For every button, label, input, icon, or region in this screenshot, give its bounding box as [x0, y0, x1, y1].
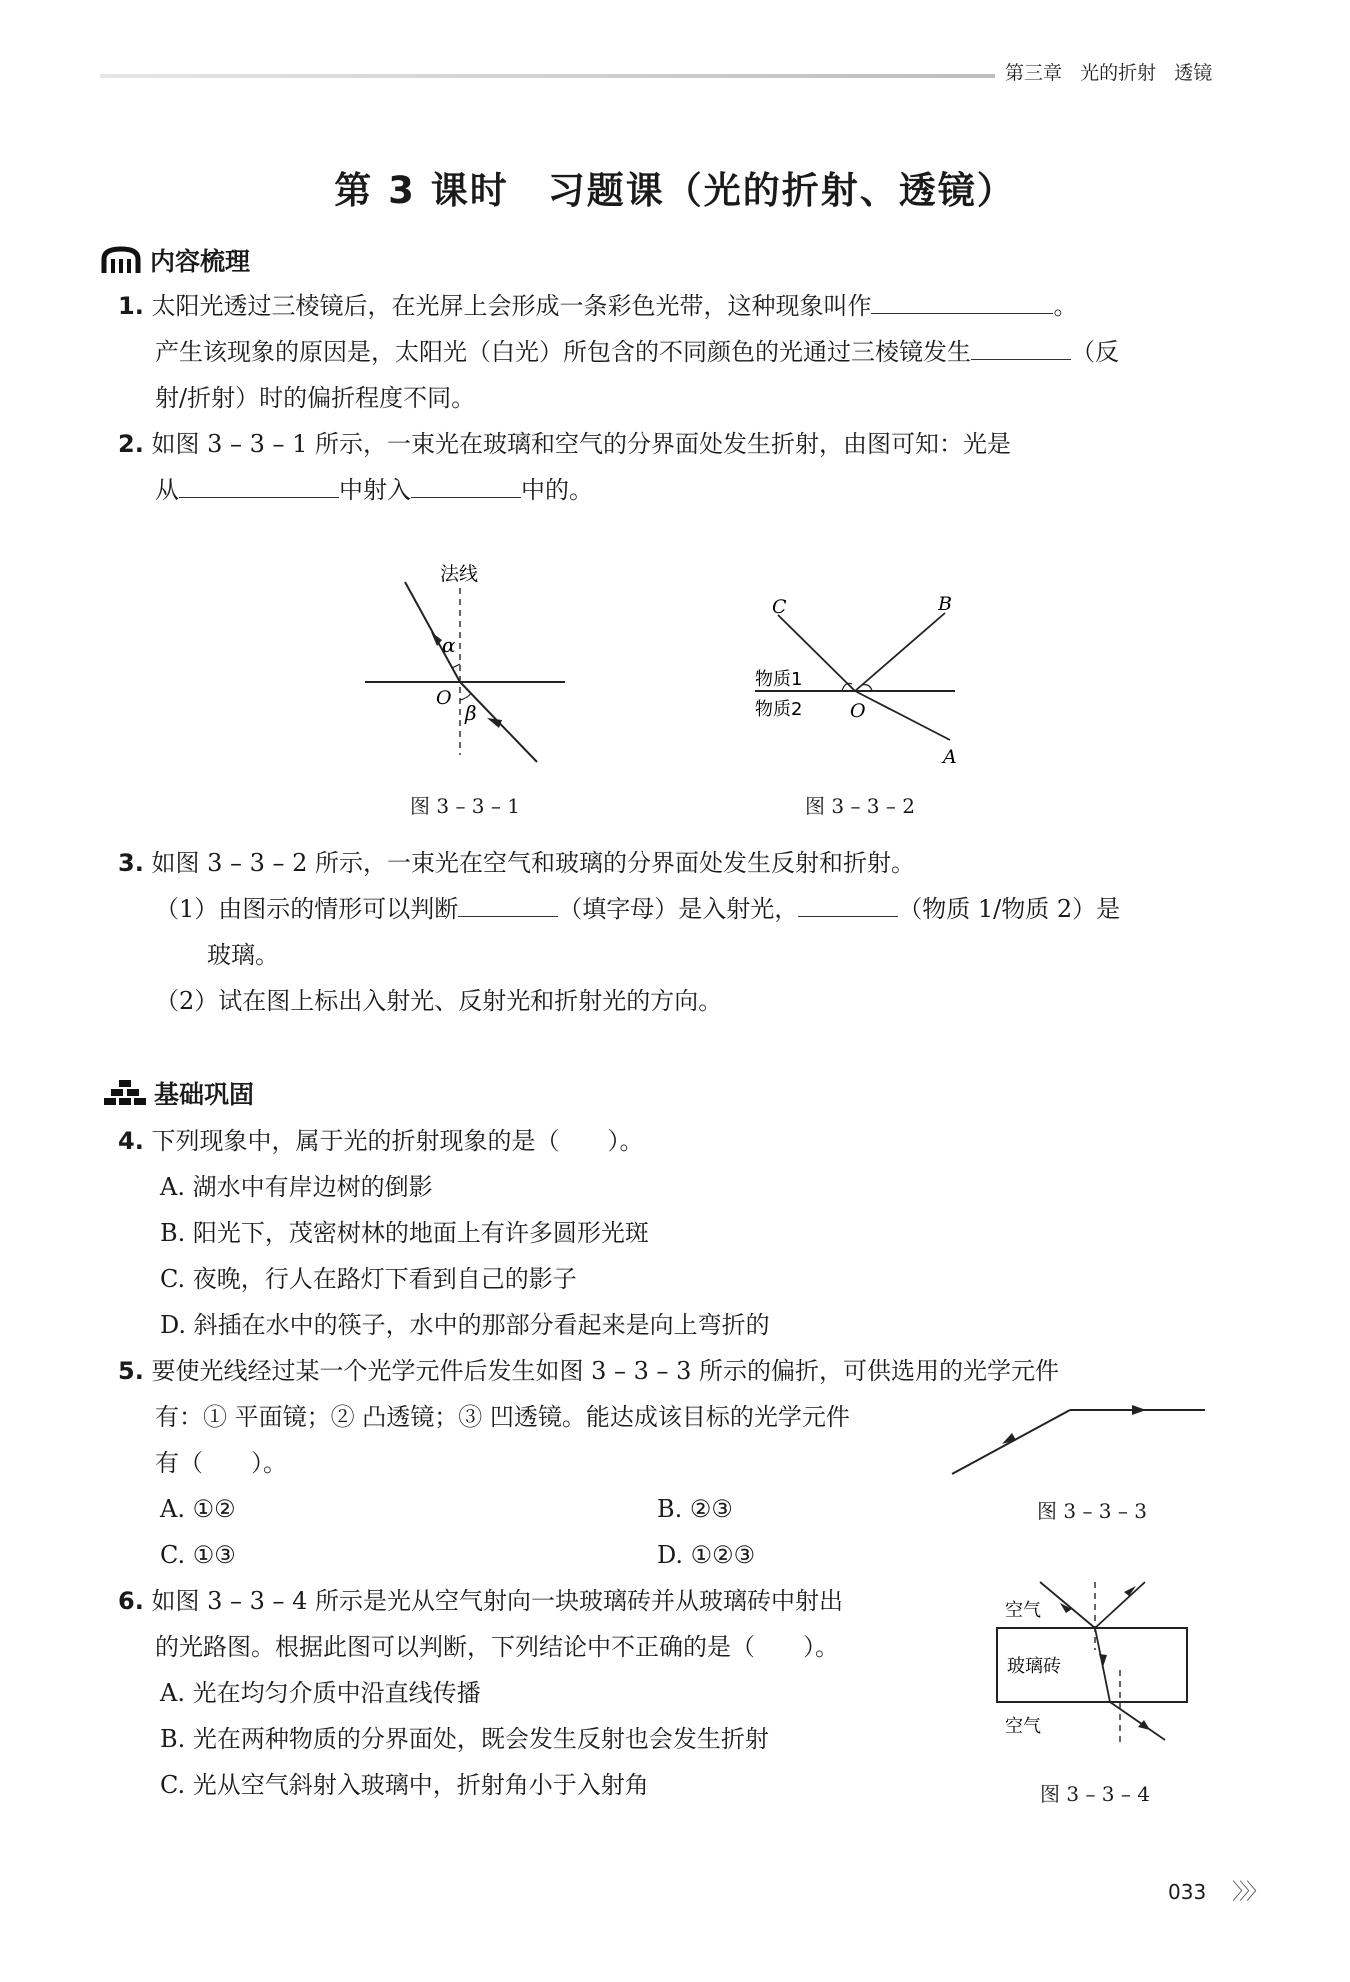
section-basic-label: 基础巩固	[154, 1080, 255, 1109]
q1-text1: 太阳光透过三棱镜后，在光屏上会形成一条彩色光带，这种现象叫作	[151, 292, 872, 320]
q6-number: 6.	[118, 1587, 144, 1615]
q1-end2: （反	[1071, 338, 1119, 366]
header-topic: 光的折射	[1080, 62, 1157, 84]
label-a: A	[943, 746, 957, 768]
q3-sub1c: （物质 1/物质 2）是	[898, 895, 1121, 923]
q5-number: 5.	[118, 1357, 144, 1385]
incident-ray	[405, 582, 460, 682]
q2-number: 2.	[118, 430, 144, 458]
exit-ray	[1110, 1702, 1165, 1740]
ray-arrow-2	[1132, 1405, 1146, 1415]
arch-icon	[100, 245, 142, 275]
point-o-label: O	[436, 687, 452, 709]
q3-sub1a: （1）由图示的情形可以判断	[155, 895, 459, 923]
q5-text1: 要使光线经过某一个光学元件后发生如图 3 – 3 – 3 所示的偏折，可供选用的光学元件	[151, 1357, 1060, 1385]
header-subtopic: 透镜	[1174, 62, 1213, 84]
q5-option-d[interactable]: D. ①②③	[657, 1541, 756, 1569]
ray-a	[855, 691, 950, 740]
header-chapter: 第三章	[1005, 62, 1063, 84]
header-rule	[100, 74, 995, 78]
q3-sub1	[155, 886, 1120, 932]
q4-option-d[interactable]: D. 斜插在水中的筷子，水中的那部分看起来是向上弯折的	[160, 1311, 770, 1339]
q5-option-c[interactable]: C. ①③	[160, 1541, 236, 1569]
q6-text1: 如图 3 – 3 – 4 所示是光从空气射向一块玻璃砖并从玻璃砖中射出	[151, 1587, 844, 1615]
fig331-caption: 图 3 – 3 – 1	[410, 794, 520, 818]
q1-blank2[interactable]	[971, 331, 1071, 360]
fig333-caption: 图 3 – 3 – 3	[1037, 1499, 1147, 1523]
beta-label: β	[465, 701, 477, 725]
q4-stem	[118, 1118, 643, 1164]
q5-line2: 有：① 平面镜；② 凸透镜；③ 凹透镜。能达成该目标的光学元件	[155, 1403, 850, 1431]
figure-3-3-1	[360, 560, 580, 775]
q2-line1	[118, 421, 1011, 467]
reflected-ray	[1095, 1582, 1145, 1628]
page-arrows: 〉〉〉	[1232, 1880, 1265, 1905]
q6-line2: 的光路图。根据此图可以判断，下列结论中不正确的是（ ）。	[155, 1633, 839, 1661]
q6-line1	[118, 1578, 843, 1624]
incident-arrow	[431, 632, 442, 646]
q4-text: 下列现象中，属于光的折射现象的是（ ）。	[151, 1127, 644, 1155]
q3-sub1b: （填字母）是入射光，	[558, 895, 799, 923]
q5-option-a[interactable]: A. ①②	[160, 1495, 236, 1523]
running-header	[1005, 58, 1212, 85]
q1-blank1[interactable]	[871, 285, 1053, 314]
figure-3-3-3	[950, 1400, 1210, 1480]
q1-line1	[118, 283, 1077, 329]
label-b: B	[938, 595, 952, 615]
page-number: 033	[1168, 1880, 1207, 1904]
q3-number: 3.	[118, 849, 144, 877]
q4-option-b[interactable]: B. 阳光下，茂密树林的地面上有许多圆形光斑	[160, 1219, 649, 1247]
q5-line1	[118, 1348, 1059, 1394]
point-o-label: O	[850, 700, 866, 722]
alpha-label: α	[442, 633, 456, 657]
q2-blank2[interactable]	[411, 469, 521, 498]
q3-sub1d: 玻璃。	[207, 941, 279, 969]
incident-ray	[1040, 1582, 1095, 1628]
q3-sub2: （2）试在图上标出入射光、反射光和折射光的方向。	[155, 987, 723, 1015]
q2-text2a: 从	[155, 476, 179, 504]
q3-blank1[interactable]	[458, 888, 558, 917]
q4-option-a[interactable]: A. 湖水中有岸边树的倒影	[160, 1173, 433, 1201]
q2-text1: 如图 3 – 3 – 1 所示，一束光在玻璃和空气的分界面处发生折射，由图可知：光是	[151, 430, 1012, 458]
q1-text2: 产生该现象的原因是，太阳光（白光）所包含的不同颜色的光通过三棱镜发生	[155, 338, 971, 366]
section-review-label: 内容梳理	[150, 247, 251, 276]
section-review	[100, 242, 250, 278]
section-basic	[104, 1075, 254, 1111]
incoming-ray	[952, 1410, 1070, 1474]
q1-line2	[155, 329, 1119, 375]
fig334-caption: 图 3 – 3 – 4	[1040, 1782, 1150, 1806]
q1-number: 1.	[118, 292, 144, 320]
normal-label: 法线	[440, 563, 479, 585]
q3-text1: 如图 3 – 3 – 2 所示，一束光在空气和玻璃的分界面处发生反射和折射。	[151, 849, 916, 877]
figure-3-3-4	[990, 1580, 1200, 1750]
q5-line3: 有（ ）。	[155, 1449, 287, 1477]
substance2-label: 物质2	[755, 699, 803, 720]
q2-text2b: 中射入	[339, 476, 411, 504]
label-c: C	[772, 596, 787, 618]
air-top-label: 空气	[1005, 1600, 1041, 1621]
figure-3-3-2	[750, 595, 970, 775]
glass-label: 玻璃砖	[1007, 1656, 1061, 1677]
q6-option-c[interactable]: C. 光从空气斜射入玻璃中，折射角小于入射角	[160, 1771, 649, 1799]
air-bottom-label: 空气	[1005, 1716, 1041, 1737]
q5-option-b[interactable]: B. ②③	[657, 1495, 733, 1523]
q3-blank2[interactable]	[798, 888, 898, 917]
q1-end1: 。	[1053, 292, 1078, 320]
page-title: 第 3 课时 习题课（光的折射、透镜）	[334, 169, 1016, 212]
q2-text2c: 中的。	[521, 476, 593, 504]
q3-line1	[118, 840, 915, 886]
refracted-arrow	[487, 718, 502, 728]
q6-option-b[interactable]: B. 光在两种物质的分界面处，既会发生反射也会发生折射	[160, 1725, 769, 1753]
substance1-label: 物质1	[755, 669, 803, 690]
ray-b	[855, 613, 945, 691]
q1-line3: 射/折射）时的偏折程度不同。	[155, 384, 476, 412]
q2-blank1[interactable]	[179, 469, 339, 498]
q4-number: 4.	[118, 1127, 144, 1155]
q4-option-c[interactable]: C. 夜晚，行人在路灯下看到自己的影子	[160, 1265, 577, 1293]
q2-line2	[155, 467, 593, 513]
q6-option-a[interactable]: A. 光在均匀介质中沿直线传播	[160, 1679, 481, 1707]
fig332-caption: 图 3 – 3 – 2	[805, 794, 915, 818]
bricks-icon	[104, 1079, 146, 1107]
